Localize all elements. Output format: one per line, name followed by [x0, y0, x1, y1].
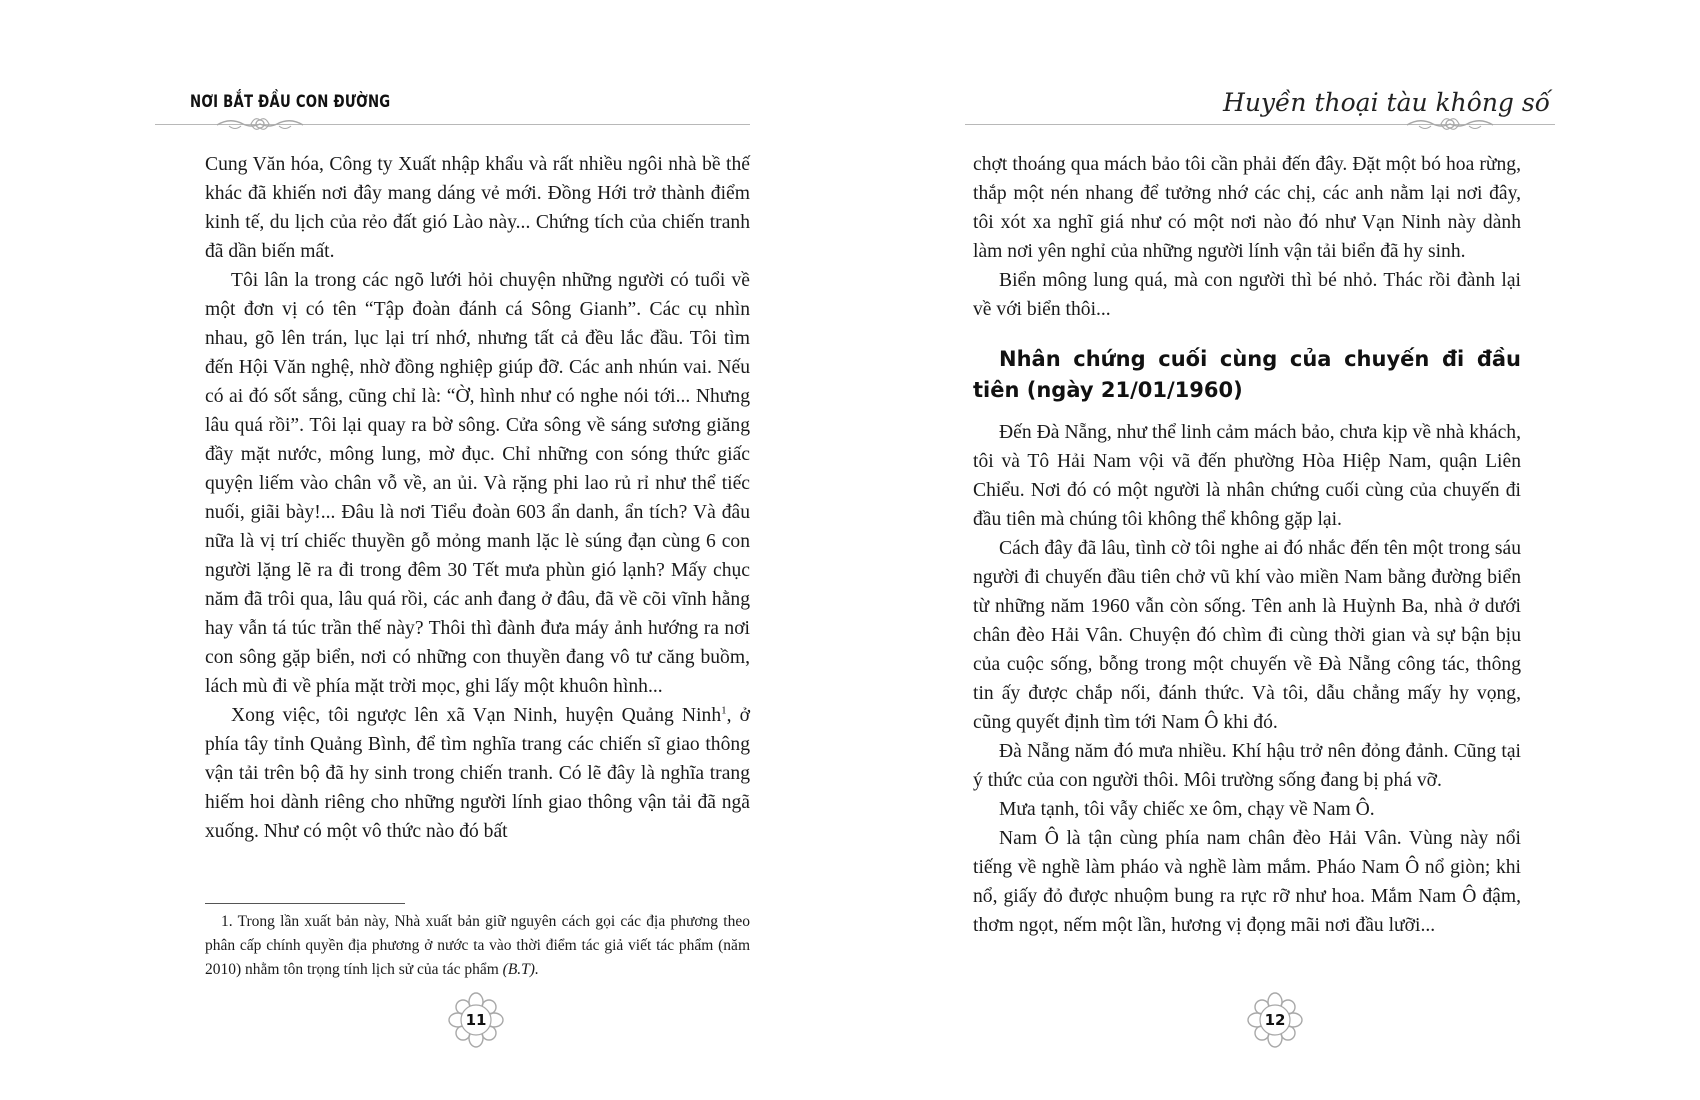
footnote-italic: (B.T).	[502, 961, 539, 978]
paragraph: Cung Văn hóa, Công ty Xuất nhập khẩu và rất nhiều ngôi nhà bề thế khác đã khiến nơi đây mang dáng vẻ mới. Đồng Hới trở thành điểm kinh tế, du lịch của rẻo đất gió Lào này... Chứng tích của chiến tranh đã dần biến mất.	[205, 154, 750, 262]
running-head: NƠI BẮT ĐẦU CON ĐƯỜNG	[190, 92, 391, 112]
floral-ornament-icon	[1405, 113, 1495, 135]
page-number-badge	[448, 992, 504, 1048]
paragraph-text: ở phía tây tỉnh Quảng Bình, để tìm nghĩa trang các chiến sĩ giao thông vận tải trên bộ đã hy sinh trong chiến tranh. Có lẽ đây là nghĩa trang hiếm hoi dành riêng cho những người lính giao thông vận tải đã ngã xuống. Như có một vô thức nào đó bất	[205, 705, 750, 842]
body-text	[973, 150, 1521, 940]
paragraph: Cách đây đã lâu, tình cờ tôi nghe ai đó nhắc đến tên một trong sáu người đi chuyến đầu tiên chở vũ khí vào miền Nam bằng đường biển từ những năm 1960 vẫn còn sống. Tên anh là Huỳnh Ba, nhà ở dưới chân đèo Hải Vân. Chuyện đó chìm đi cùng thời gian và sự bận bịu của cuộc sống, bỗng trong một chuyến về Đà Nẵng công tác, thông tin ấy được chắp nối, đánh thức. Và tôi, dẫu chẳng mấy hy vọng, cũng quyết định tìm tới Nam Ô khi đó.	[973, 538, 1521, 733]
running-head: Huyền thoại tàu không số	[1223, 88, 1550, 117]
paragraph: Nam Ô là tận cùng phía nam chân đèo Hải Vân. Vùng này nổi tiếng về nghề làm pháo và nghề làm mắm. Pháo Nam Ô nổ giòn; khi nổ, giấy đỏ được nhuộm bung ra rực rỡ như hoa. Mắm Nam Ô đậm, thơm ngọt, nếm một lần, hương vị đọng mãi nơi đầu lưỡi...	[973, 828, 1521, 936]
paragraph-text: Xong việc, tôi ngược lên xã Vạn Ninh, huyện Quảng Ninh	[231, 705, 722, 726]
paragraph: Biển mông lung quá, mà con người thì bé nhỏ. Thác rồi đành lại về với biển thôi...	[973, 270, 1521, 320]
body-text	[205, 150, 750, 846]
footnote-text: 1. Trong lần xuất bản này, Nhà xuất bản giữ nguyên cách gọi các địa phương theo phân cấp chính quyền địa phương ở nước ta vào thời điểm tác giả viết tác phẩm (năm 2010) nhằm tôn trọng tính lịch sử của tác phẩm	[205, 913, 750, 978]
right-page	[850, 0, 1700, 1100]
paragraph: Xong việc, tôi ngược lên xã Vạn Ninh, huyện Quảng Ninh$^1$, ở phía tây tỉnh Quảng Bình, để tìm nghĩa trang các chiến sĩ giao thông vận tải trên bộ đã hy sinh trong chiến tranh. Có lẽ đây là nghĩa trang hiếm hoi dành riêng cho những người lính giao thông vận tải đã ngã xuống. Như có một vô thức nào đó bất	[205, 704, 750, 842]
page-number: 11	[465, 1011, 487, 1029]
page-number-badge	[1247, 992, 1303, 1048]
paragraph: chợt thoáng qua mách bảo tôi cần phải đến đây. Đặt một bó hoa rừng, thắp một nén nhang để tưởng nhớ các chị, các anh nằm lại nơi đây, tôi xót xa nghĩ giá như có một nơi nào đó như Vạn Ninh này dành làm nơi yên nghỉ của những người lính vận tải biển đã hy sinh.	[973, 154, 1521, 262]
footnote	[205, 910, 750, 982]
paragraph: Đà Nẵng năm đó mưa nhiều. Khí hậu trở nên đỏng đảnh. Cũng tại ý thức của con người thôi. Môi trường sống đang bị phá vỡ.	[973, 741, 1521, 791]
floral-ornament-icon	[215, 113, 305, 135]
paragraph: Tôi lân la trong các ngõ lưới hỏi chuyện những người có tuổi về một đơn vị có tên “Tập đoàn đánh cá Sông Gianh”. Các cụ nhìn nhau, gõ lên trán, lục lại trí nhớ, nhưng tất cả đều lắc đầu. Tôi tìm đến Hội Văn nghệ, nhờ đồng nghiệp giúp đỡ. Các anh nhún vai. Nếu có ai đó sốt sắng, cũng chỉ là: “Ờ, hình như có nghe nói tới... Nhưng lâu quá rồi”. Tôi lại quay ra bờ sông. Cửa sông về sáng sương giăng đầy mặt nước, mông lung, mờ đục. Chỉ những con sóng thức giấc quyện liếm vào chân vỗ về, an ủi. Và rặng phi lao rủ rỉ như thể tiếc nuối, giãi bày!... Đâu là nơi Tiểu đoàn 603 ẩn danh, ẩn tích? Và đâu nữa là vị trí chiếc thuyền gỗ mỏng manh lặc lè súng đạn cùng 6 con người lặng lẽ ra đi trong đêm 30 Tết mưa phùn gió lạnh? Mấy chục năm đã trôi qua, lâu quá rồi, các anh đang ở đâu, đã về cõi vĩnh hằng hay vẫn tá túc trần thế này? Thôi thì đành đưa máy ảnh hướng ra nơi con sông gặp biển, nơi có những con thuyền đang vô tư căng buồm, lách mù đi về phía mặt trời mọc, ghi lấy một khuôn hình...	[205, 270, 750, 697]
paragraph: Đến Đà Nẵng, như thể linh cảm mách bảo, chưa kịp về nhà khách, tôi và Tô Hải Nam vội vã đến phường Hòa Hiệp Nam, quận Liên Chiểu. Nơi đó có một người là nhân chứng cuối cùng của chuyến đi đầu tiên mà chúng tôi không thể không gặp lại.	[973, 422, 1521, 530]
section-heading: Nhân chứng cuối cùng của chuyến đi đầu tiên (ngày 21/01/1960)	[973, 347, 1521, 402]
footnote-reference[interactable]: 1	[721, 704, 727, 717]
paragraph: Mưa tạnh, tôi vẫy chiếc xe ôm, chạy về Nam Ô.	[999, 799, 1375, 820]
footnote-rule	[205, 903, 405, 904]
page-number: 12	[1264, 1011, 1286, 1029]
